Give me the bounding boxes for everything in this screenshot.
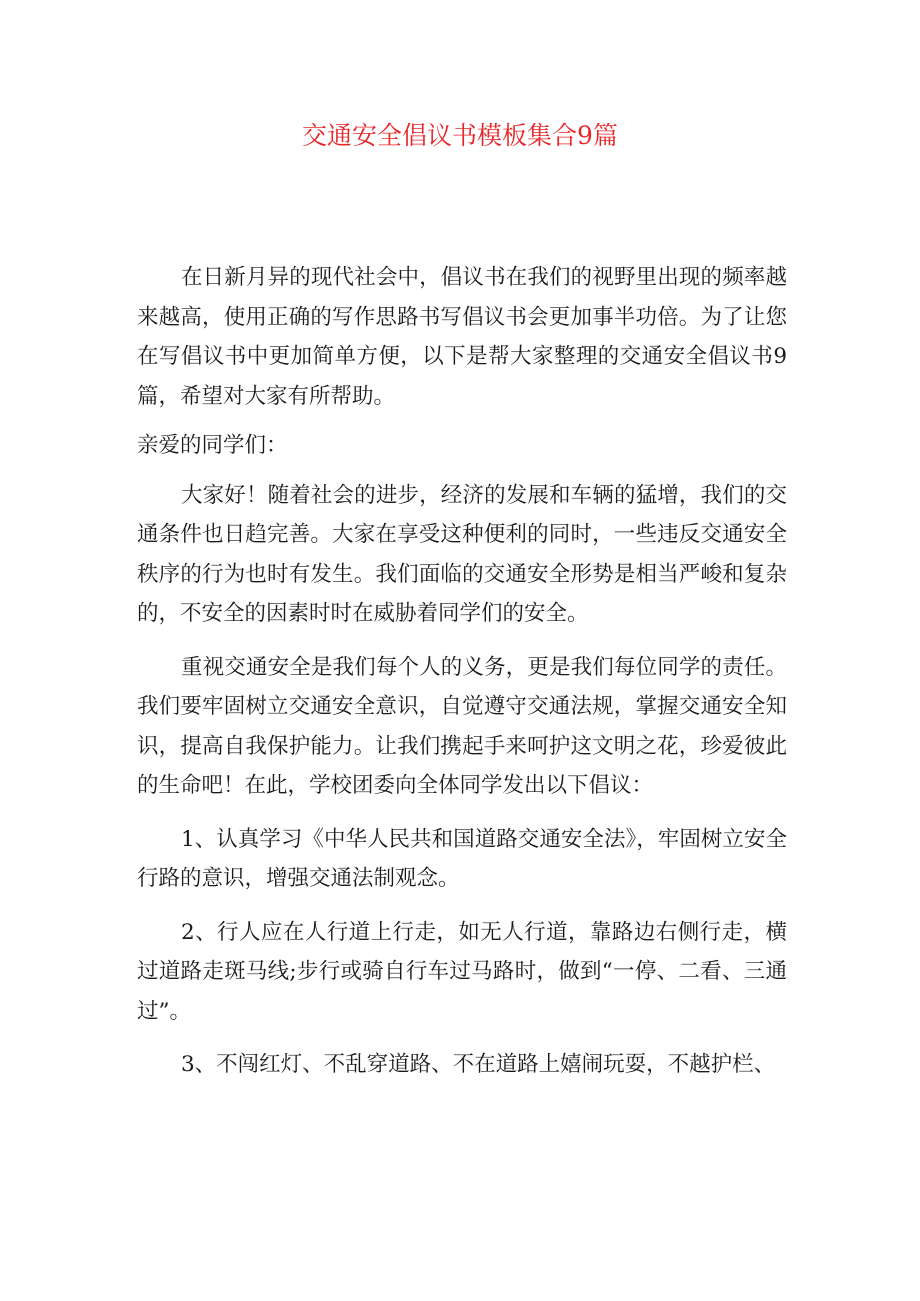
document-title: 交通安全倡议书模板集合9篇 (302, 121, 618, 150)
body-paragraph-1: 大家好！随着社会的进步，经济的发展和车辆的猛增，我们的交通条件也日趋完善。大家在享受这种便利的同时，一些违反交通安全秩序的行为也时有发生。我们面临的交通安全形势是相当严峻和复杂的，不安全的因素时时在威胁着同学们的安全。 (137, 482, 787, 626)
list-item-1: 1、认真学习《中华人民共和国道路交通安全法》，牢固树立安全行路的意识，增强交通法制观念。 (137, 826, 787, 891)
list-item-3: 3、不闯红灯、不乱穿道路、不在道路上嬉闹玩耍，不越护栏、 (181, 1052, 776, 1077)
document-body (137, 258, 787, 1085)
list-item-2: 2、行人应在人行道上行走，如无人行道，靠路边右侧行走，横过道路走斑马线;步行或骑自行车过马路时，做到“一停、二看、三通过”。 (137, 919, 787, 1024)
salutation: 亲爱的同学们： (137, 433, 288, 458)
body-paragraph-2: 重视交通安全是我们每个人的义务，更是我们每位同学的责任。我们要牢固树立交通安全意识，自觉遵守交通法规，掌握交通安全知识，提高自我保护能力。让我们携起手来呵护这文明之花，珍爱彼此的生命吧！在此，学校团委向全体同学发出以下倡议： (137, 654, 787, 798)
intro-paragraph: 在日新月异的现代社会中，倡议书在我们的视野里出现的频率越来越高，使用正确的写作思路书写倡议书会更加事半功倍。为了让您在写倡议书中更加简单方便，以下是帮大家整理的交通安全倡议书9篇，希望对大家有所帮助。 (137, 265, 787, 409)
